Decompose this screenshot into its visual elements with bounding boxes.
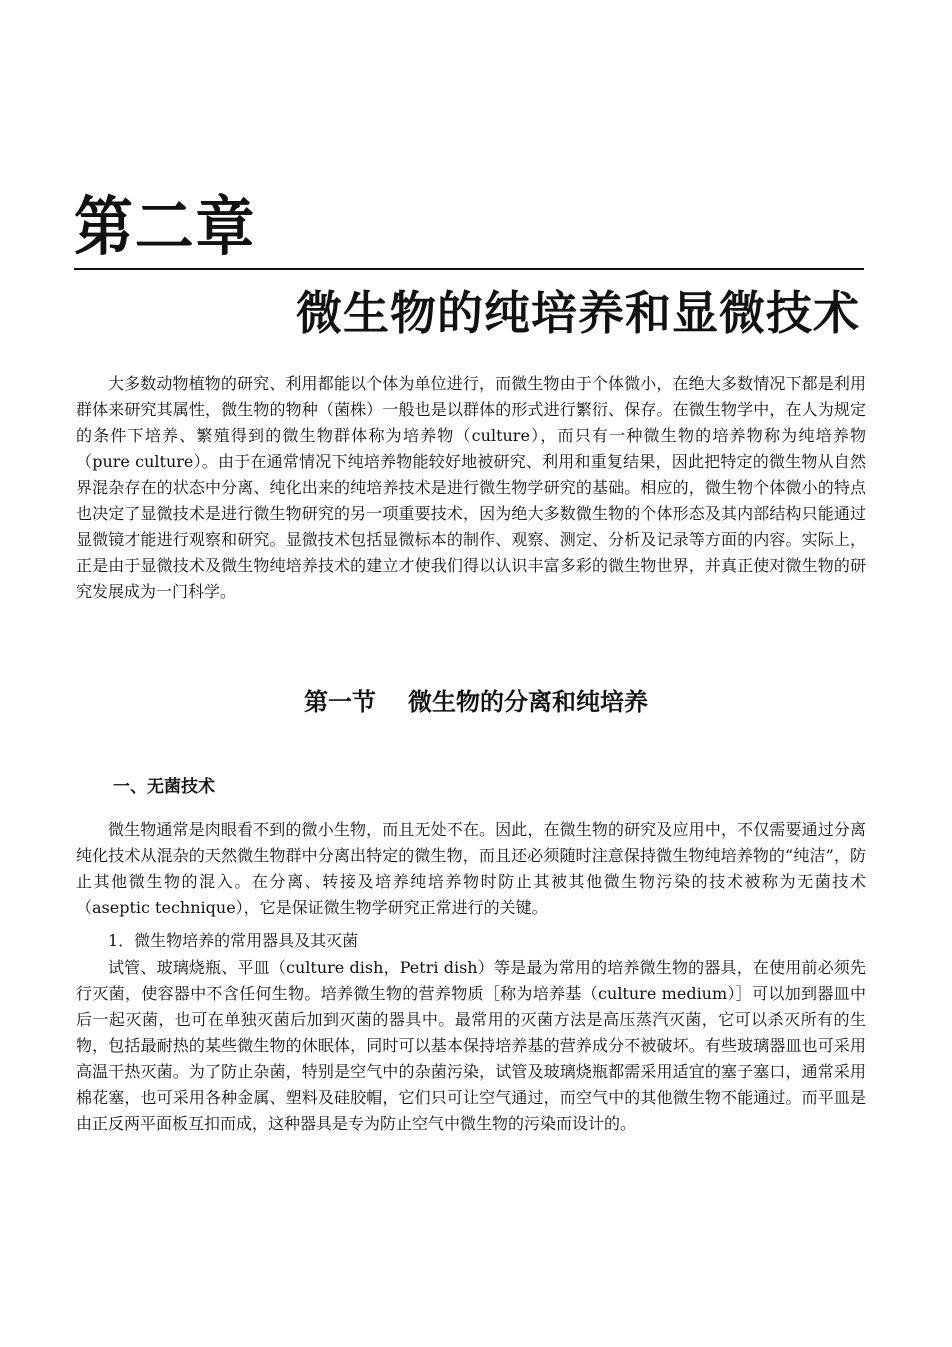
section-heading xyxy=(0,682,952,722)
chapter-title: 微生物的纯培养和显微技术 xyxy=(296,286,860,340)
section-number: 第一节 xyxy=(304,688,376,716)
subsection-title: 一、无菌技术 xyxy=(113,777,215,797)
item-heading: 1．微生物培养的常用器具及其灭菌 xyxy=(108,931,359,950)
chapter-label: 第二章 xyxy=(74,191,257,265)
chapter-divider xyxy=(74,268,864,270)
sterilization-paragraph: 试管、玻璃烧瓶、平皿（culture dish，Petri dish）等是最为常用的培养微生物的器具，在使用前必须先行灭菌，使容器中不含任何生物。培养微生物的营养物质［称为培养基（culture medium）］可以加到器皿中后一起灭菌，也可在单独灭菌后加到灭菌的器具中。最常用的灭菌方法是高压蒸汽灭菌，它可以杀灭所有的生物，包括最耐热的某些微生物的休眠体，同时可以基本保持培养基的营养成分不被破坏。有些玻璃器皿也可采用高温干热灭菌。为了防止杂菌，特别是空气中的杂菌污染，试管及玻璃烧瓶都需采用适宜的塞子塞口，通常采用棉花塞，也可采用各种金属、塑料及硅胶帽，它们只可让空气通过，而空气中的其他微生物不能通过。而平皿是由正反两平面板互扣而成，这种器具是专为防止空气中微生物的污染而设计的。 xyxy=(76,958,866,1133)
aseptic-paragraph: 微生物通常是肉眼看不到的微小生物，而且无处不在。因此，在微生物的研究及应用中，不仅需要通过分离纯化技术从混杂的天然微生物群中分离出特定的微生物，而且还必须随时注意保持微生物纯培养物的“纯洁”，防止其他微生物的混入。在分离、转接及培养纯培养物时防止其被其他微生物污染的技术被称为无菌技术（aseptic technique），它是保证微生物学研究正常进行的关键。 xyxy=(76,820,866,917)
section-title: 微生物的分离和纯培养 xyxy=(408,688,648,716)
intro-paragraph: 大多数动物植物的研究、利用都能以个体为单位进行，而微生物由于个体微小，在绝大多数情况下都是利用群体来研究其属性，微生物的物种（菌株）一般也是以群体的形式进行繁衍、保存。在微生物学中，在人为规定的条件下培养、繁殖得到的微生物群体称为培养物（culture），而只有一种微生物的培养物称为纯培养物（pure culture）。由于在通常情况下纯培养物能较好地被研究、利用和重复结果，因此把特定的微生物从自然界混杂存在的状态中分离、纯化出来的纯培养技术是进行微生物学研究的基础。相应的，微生物个体微小的特点也决定了显微技术是进行微生物研究的另一项重要技术，因为绝大多数微生物的个体形态及其内部结构只能通过显微镜才能进行观察和研究。显微技术包括显微标本的制作、观察、测定、分析及记录等方面的内容。实际上，正是由于显微技术及微生物纯培养技术的建立才使我们得以认识丰富多彩的微生物世界，并真正使对微生物的研究发展成为一门科学。 xyxy=(76,374,866,601)
